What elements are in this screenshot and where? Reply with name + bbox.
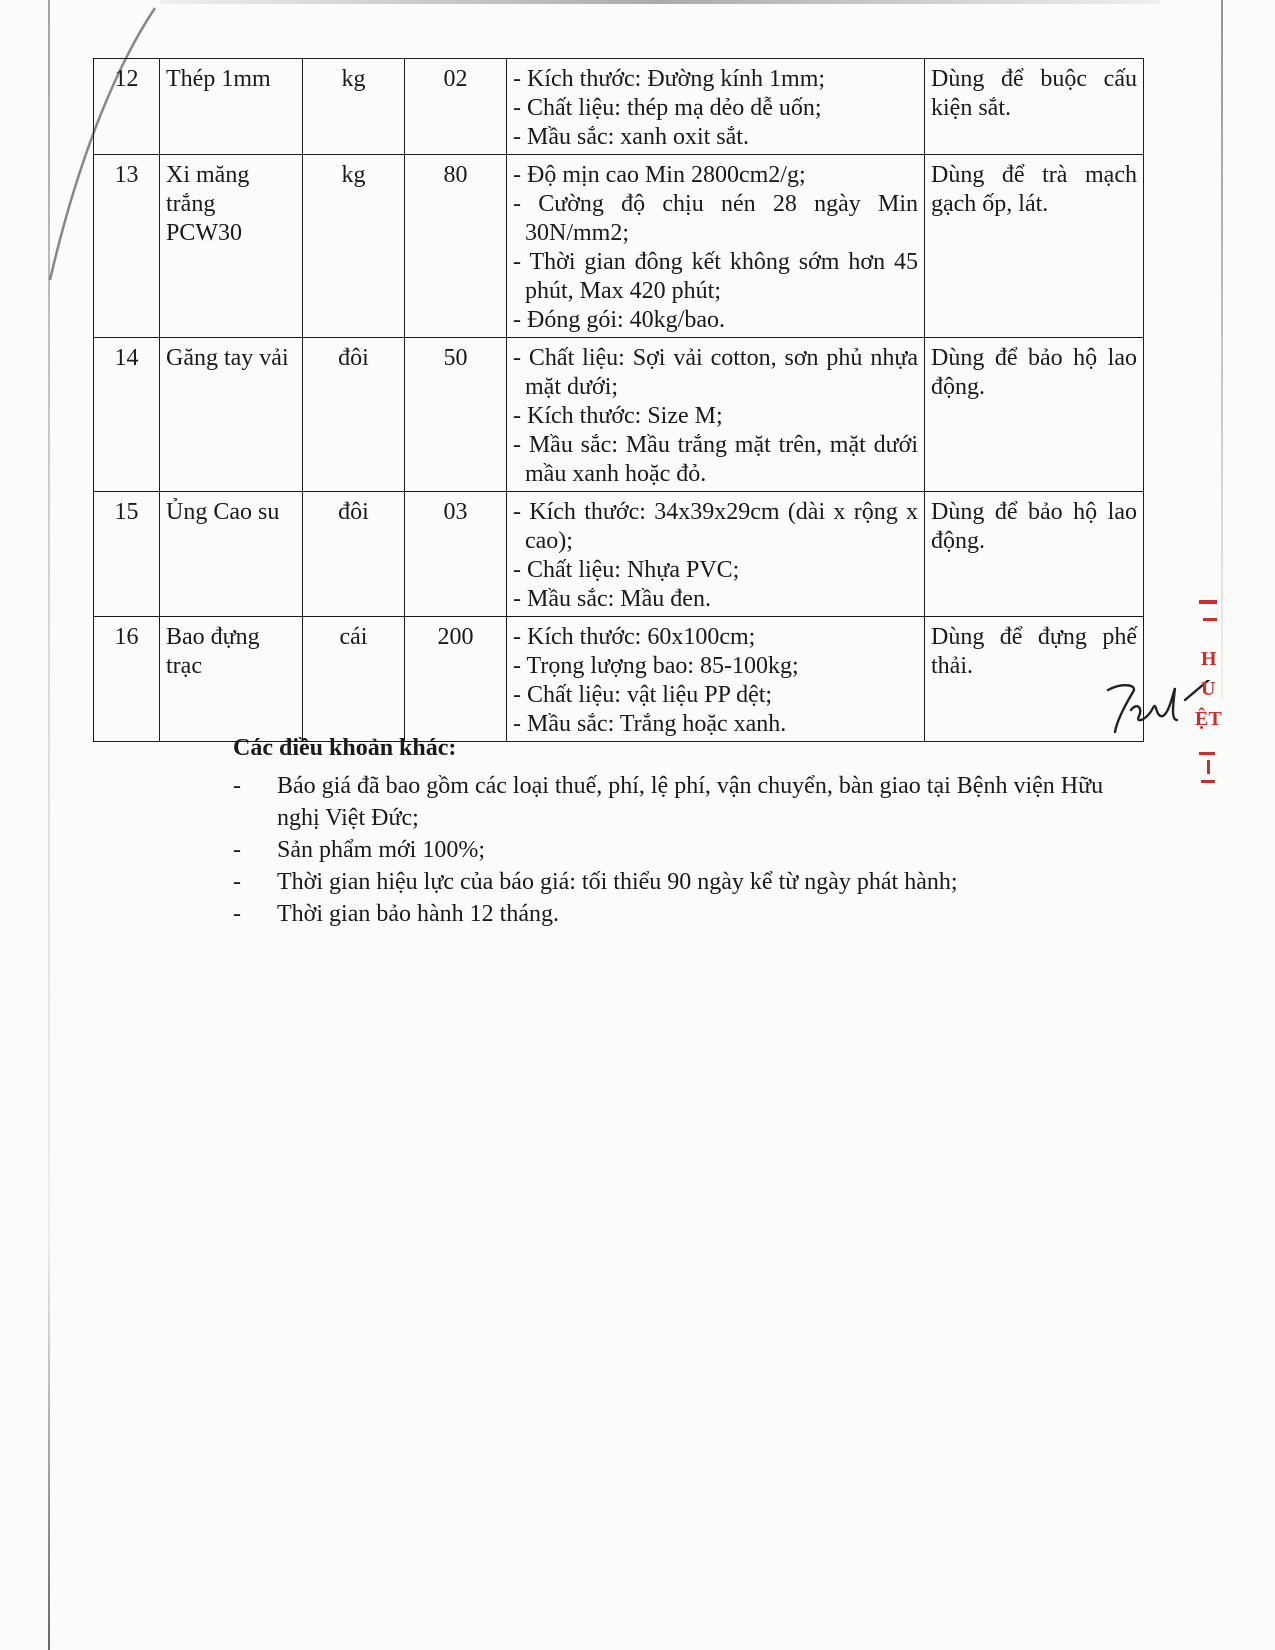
item-name: Bao đựng trạc bbox=[160, 617, 303, 742]
spec-line: - Mầu sắc: Mầu trắng mặt trên, mặt dưới mầu xanh hoặc đỏ. bbox=[513, 432, 918, 487]
item-name: Thép 1mm bbox=[160, 59, 303, 155]
row-number: 12 bbox=[94, 59, 160, 155]
item-quantity: 02 bbox=[405, 59, 507, 155]
item-quantity: 03 bbox=[405, 492, 507, 617]
table-row bbox=[94, 617, 1144, 742]
item-purpose: Dùng để bảo hộ lao động. bbox=[925, 338, 1144, 492]
spec-line: - Kích thước: Size M; bbox=[513, 403, 723, 429]
term-bullet: - bbox=[233, 869, 241, 895]
term-text: Sản phẩm mới 100%; bbox=[277, 837, 486, 863]
spec-line: - Kích thước: Đường kính 1mm; bbox=[513, 66, 826, 92]
item-specification bbox=[507, 59, 925, 155]
term-text: Thời gian hiệu lực của báo giá: tối thiểu 90 ngày kể từ ngày phát hành; bbox=[277, 869, 958, 895]
item-purpose: Dùng để trà mạch gạch ốp, lát. bbox=[925, 155, 1144, 338]
stamp-text-2: U bbox=[1201, 678, 1216, 700]
materials-table-body bbox=[94, 59, 1144, 742]
item-name: Găng tay vải bbox=[160, 338, 303, 492]
stamp-text-3: ỆT bbox=[1195, 708, 1222, 730]
term-bullet: - bbox=[233, 837, 241, 863]
materials-table bbox=[93, 58, 1144, 742]
table-row bbox=[94, 155, 1144, 338]
table-row bbox=[94, 492, 1144, 617]
row-number: 14 bbox=[94, 338, 160, 492]
scan-right-edge bbox=[1221, 0, 1223, 700]
spec-line: - Chất liệu: Nhựa PVC; bbox=[513, 557, 740, 583]
stamp-text-1: H bbox=[1201, 648, 1217, 670]
spec-line: - Đóng gói: 40kg/bao. bbox=[513, 307, 725, 333]
item-unit: kg bbox=[303, 155, 405, 338]
item-specification bbox=[507, 617, 925, 742]
table-row bbox=[94, 338, 1144, 492]
item-quantity: 80 bbox=[405, 155, 507, 338]
spec-line: - Kích thước: 34x39x29cm (dài x rộng x cao); bbox=[513, 499, 918, 554]
item-specification bbox=[507, 338, 925, 492]
term-item bbox=[233, 866, 1133, 898]
scan-top-shadow bbox=[160, 0, 1160, 4]
item-name: Ủng Cao su bbox=[160, 492, 303, 617]
item-purpose: Dùng để buộc cấu kiện sắt. bbox=[925, 59, 1144, 155]
item-specification bbox=[507, 155, 925, 338]
item-unit: đôi bbox=[303, 338, 405, 492]
table-row bbox=[94, 59, 1144, 155]
spec-line: - Trọng lượng bao: 85-100kg; bbox=[513, 653, 799, 679]
item-unit: đôi bbox=[303, 492, 405, 617]
spec-line: - Cường độ chịu nén 28 ngày Min 30N/mm2; bbox=[513, 191, 918, 246]
spec-line: - Mầu sắc: xanh oxit sắt. bbox=[513, 124, 749, 150]
spec-line: - Chất liệu: thép mạ dẻo dễ uốn; bbox=[513, 95, 822, 121]
row-number: 15 bbox=[94, 492, 160, 617]
spec-line: - Chất liệu: Sợi vải cotton, sơn phủ nhựa mặt dưới; bbox=[513, 345, 918, 400]
red-stamp-fragment bbox=[1195, 600, 1225, 840]
item-specification bbox=[507, 492, 925, 617]
item-unit: cái bbox=[303, 617, 405, 742]
term-text: Thời gian bảo hành 12 tháng. bbox=[277, 901, 559, 927]
item-purpose: Dùng để đựng phế thải. bbox=[925, 617, 1144, 742]
spec-line: - Mầu sắc: Mầu đen. bbox=[513, 586, 711, 612]
item-unit: kg bbox=[303, 59, 405, 155]
spec-line: - Mầu sắc: Trắng hoặc xanh. bbox=[513, 711, 787, 737]
spec-line: - Độ mịn cao Min 2800cm2/g; bbox=[513, 162, 806, 188]
row-number: 16 bbox=[94, 617, 160, 742]
spec-line: - Chất liệu: vật liệu PP dệt; bbox=[513, 682, 773, 708]
item-quantity: 50 bbox=[405, 338, 507, 492]
other-terms-title: Các điều khoản khác: bbox=[233, 735, 457, 761]
item-quantity: 200 bbox=[405, 617, 507, 742]
other-terms-section bbox=[233, 732, 1133, 930]
spec-line: - Thời gian đông kết không sớm hơn 45 phút, Max 420 phút; bbox=[513, 249, 918, 304]
term-item bbox=[233, 898, 1133, 930]
other-terms-list bbox=[233, 770, 1133, 930]
term-item bbox=[233, 834, 1133, 866]
row-number: 13 bbox=[94, 155, 160, 338]
item-name: Xi măng trắng PCW30 bbox=[160, 155, 303, 338]
spec-line: - Kích thước: 60x100cm; bbox=[513, 624, 756, 650]
term-bullet: - bbox=[233, 773, 241, 799]
item-purpose: Dùng để bảo hộ lao động. bbox=[925, 492, 1144, 617]
term-bullet: - bbox=[233, 901, 241, 927]
term-text: Báo giá đã bao gồm các loại thuế, phí, lệ phí, vận chuyển, bàn giao tại Bệnh viện Hữu nghị Việt Đức; bbox=[277, 773, 1104, 831]
term-item bbox=[233, 770, 1133, 834]
